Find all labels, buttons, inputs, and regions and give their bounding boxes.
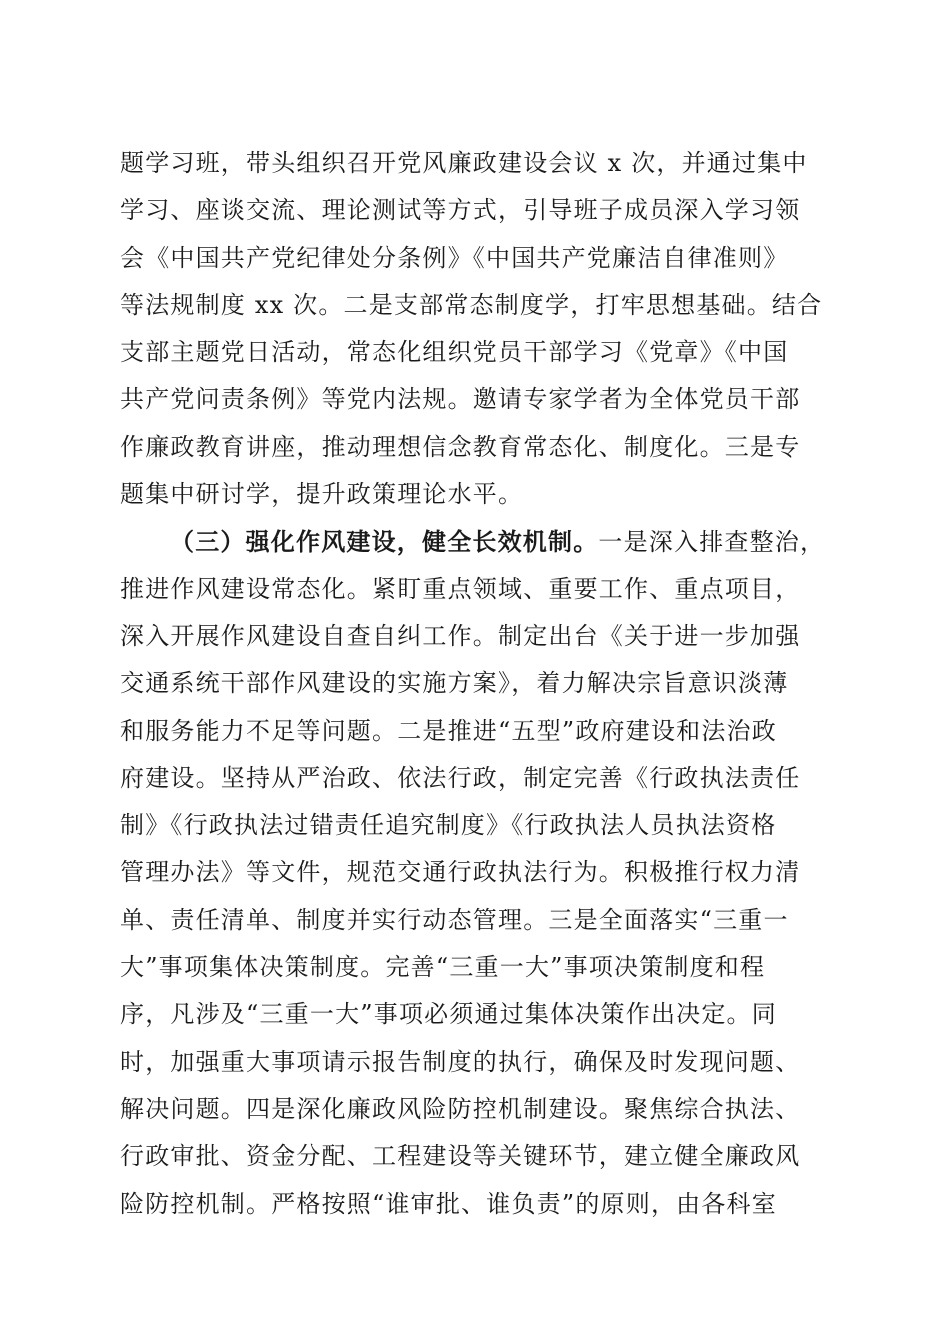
text-line: 单、责任清单、制度并实行动态管理。三是全面落实“三重一 <box>120 905 789 934</box>
text-line: 序，凡涉及“三重一大”事项必须通过集体决策作出决定。同 <box>120 1000 777 1029</box>
section-heading: （三）强化作风建设，健全长效机制。 <box>170 527 599 557</box>
text-line: 行政审批、资金分配、工程建设等关键环节，建立健全廉政风 <box>120 1142 801 1171</box>
text-line: 推进作风建设常态化。紧盯重点领域、重要工作、重点项目， <box>120 574 801 603</box>
text-line: 支部主题党日活动，常态化组织党员干部学习《党章》《中国 <box>120 338 789 367</box>
text-line: 深入开展作风建设自查自纠工作。制定出台《关于进一步加强 <box>120 621 801 650</box>
text-line: 会《中国共产党纪律处分条例》《中国共产党廉洁自律准则》 <box>120 243 789 272</box>
text-line: 题集中研讨学，提升政策理论水平。 <box>120 480 524 509</box>
text-line: 学习、座谈交流、理论测试等方式，引导班子成员深入学习领 <box>120 196 801 225</box>
text-line: 解决问题。四是深化廉政风险防控机制建设。聚焦综合执法、 <box>120 1094 801 1123</box>
text-line: 题学习班，带头组织召开党风廉政建设会议 x 次，并通过集中 <box>120 149 808 177</box>
text-line: 时，加强重大事项请示报告制度的执行，确保及时发现问题、 <box>120 1047 801 1076</box>
text-line: 管理办法》等文件，规范交通行政执法行为。积极推行权力清 <box>120 858 801 887</box>
paragraph-1 <box>120 140 840 518</box>
text-line: 共产党问责条例》等党内法规。邀请专家学者为全体党员干部 <box>120 385 801 414</box>
body-text <box>120 140 840 1228</box>
text-line: 大”事项集体决策制度。完善“三重一大”事项决策制度和程 <box>120 953 766 982</box>
text-line: 和服务能力不足等问题。二是推进“五型”政府建设和法治政 <box>120 716 777 745</box>
text-line: 交通系统干部作风建设的实施方案》，着力解决宗旨意识淡薄 <box>120 669 789 698</box>
heading-line-rest: 一是深入排查整治， <box>598 528 826 557</box>
paragraph-2 <box>120 518 840 1227</box>
text-line: 等法规制度 xx 次。二是支部常态制度学，打牢思想基础。结合 <box>120 290 823 319</box>
text-line: 险防控机制。严格按照“谁审批、谁负责”的原则，由各科室 <box>120 1189 777 1218</box>
text-line: 府建设。坚持从严治政、依法行政，制定完善《行政执法责任 <box>120 763 801 792</box>
paragraph-2-first-line <box>120 518 840 565</box>
text-line: 制》《行政执法过错责任追究制度》《行政执法人员执法资格 <box>120 811 777 840</box>
text-line: 作廉政教育讲座，推动理想信念教育常态化、制度化。三是专 <box>120 432 801 461</box>
